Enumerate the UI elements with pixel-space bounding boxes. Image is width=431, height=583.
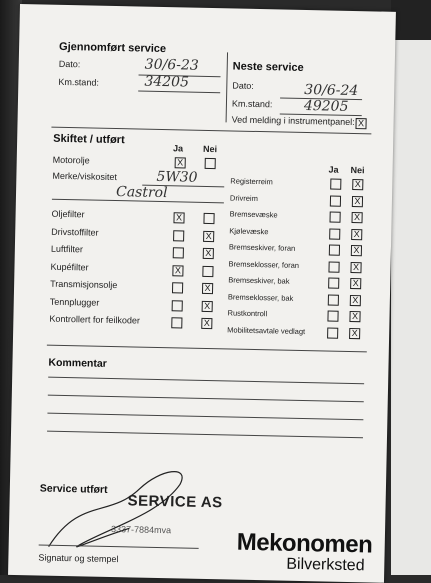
- completed-date-label: Dato:: [58, 58, 81, 70]
- right-row-label: Bremseskiver, foran: [228, 242, 296, 253]
- comment-line-2[interactable]: [48, 395, 364, 403]
- right-row-nei-checkbox[interactable]: X: [350, 261, 361, 272]
- left-row-label: Oljefilter: [51, 208, 85, 220]
- next-warning-checkbox[interactable]: X: [355, 118, 366, 129]
- viscosity-value: 5W30: [156, 168, 198, 186]
- completed-date-value: 30/6-23: [144, 56, 199, 74]
- divider-checklist-bottom: [47, 345, 367, 353]
- service-page: [8, 4, 396, 583]
- oil-nei-checkbox[interactable]: [205, 158, 216, 169]
- right-row-ja-checkbox[interactable]: [328, 278, 339, 289]
- right-row-label: Bremsevæske: [229, 209, 278, 220]
- right-row-nei-checkbox[interactable]: X: [352, 195, 363, 206]
- right-row-label: Mobilitetsavtale vedlagt: [227, 324, 306, 336]
- next-km-label: Km.stand:: [231, 98, 273, 110]
- right-row-ja-checkbox[interactable]: [327, 311, 338, 322]
- right-row-ja-checkbox[interactable]: [330, 195, 341, 206]
- right-nei-header: Nei: [350, 164, 365, 176]
- right-row-nei-checkbox[interactable]: X: [351, 212, 362, 223]
- right-row-label: Registerreim: [230, 176, 273, 187]
- background-corner: [391, 0, 431, 40]
- viscosity-label: Merke/viskositet: [52, 170, 118, 183]
- right-row-nei-checkbox[interactable]: X: [349, 311, 360, 322]
- left-row-nei-checkbox[interactable]: X: [202, 300, 213, 311]
- comment-line-4[interactable]: [47, 431, 363, 439]
- right-row-nei-checkbox[interactable]: X: [352, 179, 363, 190]
- right-row-ja-checkbox[interactable]: [328, 261, 339, 272]
- right-ja-header: Ja: [328, 164, 339, 175]
- left-row-label: Tennplugger: [49, 296, 100, 308]
- right-row-ja-checkbox[interactable]: [327, 327, 338, 338]
- right-row-nei-checkbox[interactable]: X: [351, 245, 362, 256]
- left-section-title: Skiftet / utført: [53, 132, 125, 147]
- left-row-nei-checkbox[interactable]: X: [203, 248, 214, 259]
- right-row-label: Bremseskiver, bak: [228, 275, 290, 286]
- left-row-ja-checkbox[interactable]: [172, 300, 183, 311]
- right-row-label: Bremseklosser, bak: [227, 291, 294, 303]
- next-service-title: Neste service: [232, 60, 304, 74]
- left-row-label: Drivstoffilter: [51, 226, 99, 238]
- mekonomen-logo: Mekonomen: [236, 528, 373, 559]
- left-row-ja-checkbox[interactable]: [172, 282, 183, 293]
- comment-title: Kommentar: [48, 356, 107, 370]
- left-row-nei-checkbox[interactable]: X: [203, 230, 214, 241]
- completed-service-title: Gjennomført service: [58, 40, 167, 56]
- left-row-ja-checkbox[interactable]: [173, 230, 184, 241]
- completed-km-value: 34205: [144, 73, 190, 91]
- right-row-label: Rustkontroll: [227, 308, 268, 319]
- left-row-ja-checkbox[interactable]: X: [173, 212, 184, 223]
- left-row-nei-checkbox[interactable]: X: [202, 283, 213, 294]
- section-divider: [226, 52, 228, 122]
- completed-km-line: [138, 90, 220, 93]
- left-row-label: Luftfilter: [50, 243, 83, 255]
- left-row-nei-checkbox[interactable]: [203, 213, 214, 224]
- right-row-label: Drivreim: [229, 192, 259, 203]
- left-row-ja-checkbox[interactable]: [173, 247, 184, 258]
- left-row-label: Kupéfilter: [50, 261, 89, 272]
- oil-brand-value: Castrol: [115, 184, 168, 202]
- left-row-nei-checkbox[interactable]: X: [201, 318, 212, 329]
- service-performed-title: Service utført: [39, 482, 108, 496]
- left-row-ja-checkbox[interactable]: X: [172, 265, 183, 276]
- next-warning-label: Ved melding i instrumentpanel:: [231, 114, 355, 128]
- right-row-label: Bremseklosser, foran: [228, 258, 300, 270]
- right-row-nei-checkbox[interactable]: X: [349, 327, 360, 338]
- left-row-label: Transmisjonsolje: [50, 278, 118, 291]
- comment-line-3[interactable]: [47, 413, 363, 421]
- left-row-nei-checkbox[interactable]: [202, 265, 213, 276]
- background-right-page: [391, 0, 431, 575]
- next-date-value: 30/6-24: [304, 81, 359, 100]
- right-row-ja-checkbox[interactable]: [328, 294, 339, 305]
- right-row-nei-checkbox[interactable]: X: [350, 294, 361, 305]
- stamp-company-name: SERVICE AS: [127, 492, 223, 512]
- stamp-phone: 3337-7884mva: [110, 524, 172, 536]
- signature-label: Signatur og stempel: [38, 552, 119, 565]
- mekonomen-subtitle: Bilverksted: [286, 555, 365, 575]
- right-row-ja-checkbox[interactable]: [329, 228, 340, 239]
- left-nei-header: Nei: [202, 143, 218, 155]
- right-row-ja-checkbox[interactable]: [329, 245, 340, 256]
- right-row-ja-checkbox[interactable]: [330, 179, 341, 190]
- next-km-value: 49205: [303, 97, 349, 115]
- right-row-nei-checkbox[interactable]: X: [351, 228, 362, 239]
- left-row-label: Kontrollert for feilkoder: [49, 313, 141, 326]
- left-row-ja-checkbox[interactable]: [171, 317, 182, 328]
- comment-line-1[interactable]: [48, 377, 364, 385]
- right-row-nei-checkbox[interactable]: X: [350, 278, 361, 289]
- oil-label: Motorolje: [52, 154, 90, 166]
- completed-km-label: Km.stand:: [58, 76, 100, 88]
- right-row-label: Kjølevæske: [229, 225, 269, 236]
- left-ja-header: Ja: [172, 143, 184, 154]
- right-row-ja-checkbox[interactable]: [329, 212, 340, 223]
- oil-ja-checkbox[interactable]: X: [175, 157, 186, 168]
- next-date-label: Dato:: [232, 80, 254, 91]
